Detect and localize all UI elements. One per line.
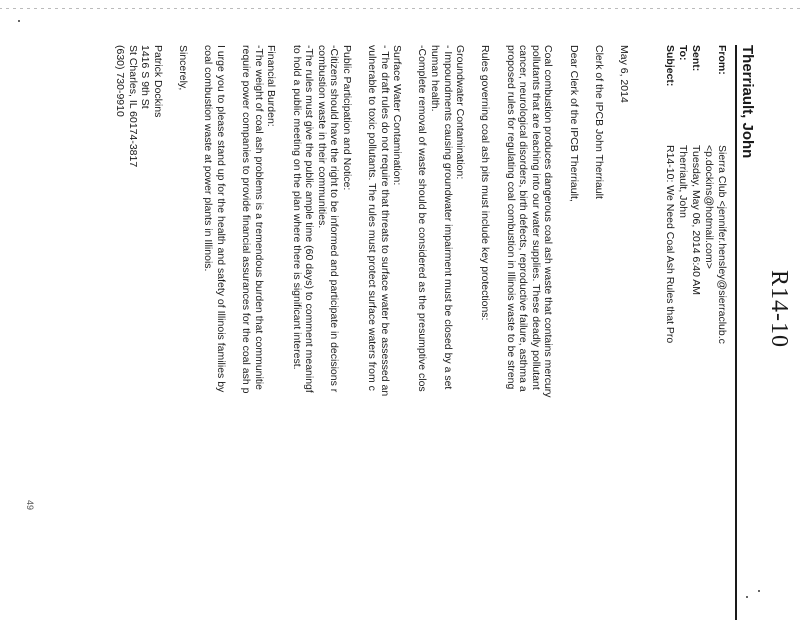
header-value: Therriault, John (677, 145, 689, 218)
scan-edge-artifact (0, 8, 800, 9)
letter-line: Clerk of the IPCB John Therriault (592, 45, 605, 199)
email-header-block (663, 45, 728, 620)
letter-line: Groundwater Contamination: (454, 45, 467, 180)
letter-line: -The rules must give the public ample time (60 days) to comment meaningf (303, 45, 316, 393)
letter-line: -The weight of coal ash problems is a tremendous burden that communitie (252, 45, 265, 390)
header-label: From: (716, 45, 728, 75)
letter-paragraph (202, 45, 227, 620)
letter-paragraph (366, 45, 404, 620)
letter-line: combustion waste in their communities. (315, 45, 328, 229)
header-row (715, 45, 728, 620)
letter-line: - Impoundments causing groundwater impairment must be closed by a set (441, 45, 454, 390)
header-label (702, 45, 715, 145)
header-label: Subject: (664, 45, 676, 87)
header-row (676, 45, 689, 620)
header-label: Sent: (690, 45, 702, 72)
letter-line: cancer, neurological disorders, birth defects, reproductive failure, asthma a (517, 45, 530, 392)
letter-line: human health. (429, 45, 442, 112)
letter-paragraph (567, 45, 580, 620)
header-value: <p.dockins@hotmail.com> (703, 145, 715, 269)
letter-paragraph (177, 45, 190, 620)
letter-paragraph (290, 45, 353, 620)
header-value: R14-10: We Need Coal Ash Rules that Pro (664, 145, 676, 344)
letter-line: -Citizens should have the right to be informed and participate in decisions r (328, 45, 341, 393)
letter-line: - The draft rules do not require that threats to surface water be assessed an (378, 45, 391, 397)
letter-paragraph (240, 45, 278, 620)
letter-paragraph (114, 45, 164, 620)
header-row (689, 45, 702, 620)
letter-paragraph (592, 45, 605, 620)
letter-line: coal combustion waste at power plants in Illinois. (202, 45, 215, 272)
letter-line: Dear Clerk of the IPCB Therriault, (567, 45, 580, 202)
letter-line: proposed rules for regulating coal combustion in Illinois waste to be streng (504, 45, 517, 390)
sender-name-heading: Therriault, John (735, 45, 756, 620)
letter-line: Surface Water Contamination: (391, 45, 404, 186)
document-id: R14-10 (766, 270, 792, 348)
scan-speck (18, 20, 20, 22)
letter-paragraph (504, 45, 554, 620)
letter-line: (630) 730-9910 (114, 45, 127, 117)
letter-line: vulnerable to toxic pollutants. The rules must protect surface waters from c (366, 45, 379, 391)
letter-line: Public Participation and Notice: (340, 45, 353, 191)
letter-line: to hold a public meeting on the plan where there is significant interest. (290, 45, 303, 370)
header-row (702, 45, 715, 620)
letter-line: Coal combustion produces dangerous coal ash waste that contains mercury (542, 45, 555, 398)
scan-speck (746, 596, 748, 598)
letter-body (101, 45, 630, 620)
letter-paragraph (479, 45, 492, 620)
letter-line: St Charles, IL 60174-3817 (126, 45, 139, 168)
page-number: 49 (25, 500, 35, 511)
letter-line: require power companies to provide financial assurances for the coal ash p (240, 45, 253, 394)
letter-paragraph (617, 45, 630, 620)
letter-line: Sincerely, (177, 45, 190, 91)
letter-line: May 6, 2014 (618, 45, 630, 103)
letter-line: Financial Burden: (265, 45, 278, 127)
header-row (663, 45, 676, 620)
header-value: Tuesday, May 06, 2014 6:40 AM (690, 145, 702, 296)
letter-line: -Complete removal of waste should be considered as the presumptive clos (416, 45, 429, 392)
letter-line: Rules governing coal ash pits must include key protections: (479, 45, 492, 321)
letter-line: Patrick Dockins (152, 45, 165, 118)
letter-line: I urge you to please stand up for the health and safety of Illinois families by (215, 45, 227, 393)
letter-line: pollutants that are leaching into our water supplies. These deadly pollutant (529, 45, 542, 390)
header-value: Sierra Club <jennifer.hensley@sierraclub.c (716, 145, 728, 344)
scan-speck (758, 590, 760, 592)
letter-paragraph (416, 45, 466, 620)
header-label: To: (677, 45, 689, 61)
letter-line: 1416 S 9th St (139, 45, 152, 109)
